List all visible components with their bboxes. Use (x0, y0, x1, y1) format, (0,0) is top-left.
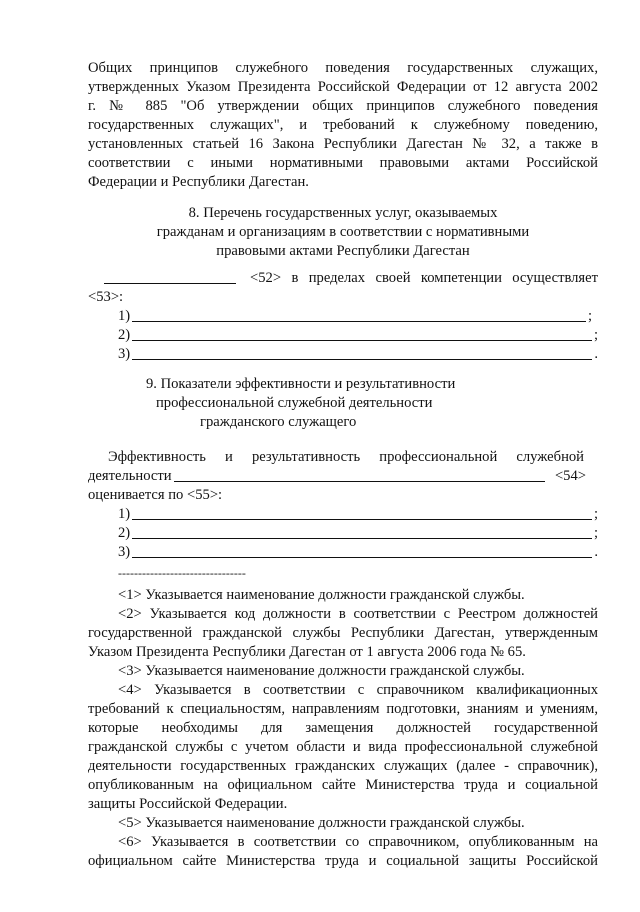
footnote-line: государственной гражданской службы Республики Дагестан, утвержденным (88, 625, 598, 641)
blank-field[interactable] (104, 282, 236, 284)
item-end: ; (593, 327, 598, 343)
footnote-line: <4> Указывается в соответствии с справочником квалификационных (118, 682, 598, 698)
section-9-heading (146, 375, 506, 432)
lead-start: деятельности (88, 468, 172, 484)
footnote (88, 681, 598, 814)
text-line: Общих принципов служебного поведения государственных служащих, (88, 60, 598, 76)
heading-line: гражданам и организациям в соответствии с нормативными (156, 224, 530, 240)
heading-line: профессиональной служебной деятельности (156, 395, 433, 411)
item-end: . (594, 346, 598, 362)
footnote (88, 662, 598, 681)
footnote-line: <5> Указывается наименование должности гражданской службы. (118, 815, 525, 831)
text-line: Эффективность и результативность профессиональной служебной (108, 449, 584, 465)
footnote-line: <1> Указывается наименование должности гражданской службы. (118, 587, 525, 603)
blank-field[interactable] (132, 557, 592, 558)
intro-paragraph (88, 59, 598, 192)
blank-field[interactable] (132, 321, 586, 322)
footnote (88, 605, 598, 662)
lead-row (88, 467, 598, 486)
list-item (88, 307, 598, 326)
footnote (88, 833, 598, 871)
blank-field[interactable] (174, 481, 545, 482)
list-item (88, 345, 598, 364)
text-line: установленных статьей 16 Закона Республики Дагестан № 32, а также в (88, 136, 598, 152)
item-number: 1) (118, 506, 131, 522)
heading-line: 8. Перечень государственных услуг, оказываемых (188, 205, 498, 221)
footnote-line: деятельности государственных гражданских служащих (далее - справочник), (88, 758, 598, 774)
footnote-line: защиты Российской Федерации. (88, 796, 288, 812)
heading-line: правовыми актами Республики Дагестан (216, 243, 470, 259)
item-end: ; (593, 506, 598, 522)
footnote (88, 814, 598, 833)
lead-text: <52> в пределах своей компетенции осуществляет (250, 270, 598, 286)
footnote-line: которые необходимы для замещения должностей государственной (88, 720, 598, 736)
blank-field[interactable] (132, 519, 592, 520)
text-line: утвержденных Указом Президента Российской Федерации от 12 августа 2002 (88, 79, 598, 95)
section-8-heading (88, 204, 598, 261)
section-8-list (88, 307, 598, 364)
text-line: оценивается по <55>: (88, 487, 223, 503)
heading-line: 9. Показатели эффективности и результативности (146, 376, 456, 392)
item-end: . (594, 544, 598, 560)
text-line: соответствии с иными нормативными правовыми актами Российской (88, 155, 598, 171)
footnote-line: опубликованным на официальном сайте Министерства труда и социальной (88, 777, 598, 793)
item-number: 3) (118, 544, 131, 560)
section-8-lead (88, 269, 598, 307)
lead-end: <54> (554, 468, 586, 484)
blank-field[interactable] (132, 340, 592, 341)
text-line: Федерации и Республики Дагестан. (88, 174, 309, 190)
footnote-line: Указом Президента Республики Дагестан от 1 августа 2006 года № 65. (88, 644, 526, 660)
footnote-line: <2> Указывается код должности в соответствии с Реестром должностей (118, 606, 598, 622)
list-item (88, 505, 598, 524)
heading-line: гражданского служащего (200, 414, 357, 430)
blank-field[interactable] (132, 538, 592, 539)
item-number: 2) (118, 525, 131, 541)
item-number: 3) (118, 346, 131, 362)
lead-tail: <53>: (88, 289, 124, 305)
footnote-line: гражданской службы с учетом области и вида профессиональной служебной (88, 739, 598, 755)
item-end: ; (593, 525, 598, 541)
lead-row (88, 269, 598, 288)
text-line: г. № 885 "Об утверждении общих принципов служебного поведения (88, 98, 598, 114)
footnote-line: официальном сайте Министерства труда и социальной защиты Российской (88, 853, 598, 869)
footnotes (88, 586, 598, 871)
text-line: государственных служащих", и требований к служебному поведению, (88, 117, 598, 133)
footnote-line: <6> Указывается в соответствии со справочником, опубликованным на (118, 834, 598, 850)
item-number: 1) (118, 308, 131, 324)
item-number: 2) (118, 327, 131, 343)
footnote-line: <3> Указывается наименование должности гражданской службы. (118, 663, 525, 679)
list-item (88, 543, 598, 562)
list-item (88, 326, 598, 345)
footnote-separator: -------------------------------- (118, 566, 246, 580)
section-9-lead (88, 448, 598, 505)
footnote-line: требований к специальностям, направлениям подготовки, знаниям и умениям, (88, 701, 598, 717)
blank-field[interactable] (132, 359, 592, 360)
list-item (88, 524, 598, 543)
footnote (88, 586, 598, 605)
section-9-list (88, 505, 598, 562)
item-end: ; (587, 308, 592, 324)
